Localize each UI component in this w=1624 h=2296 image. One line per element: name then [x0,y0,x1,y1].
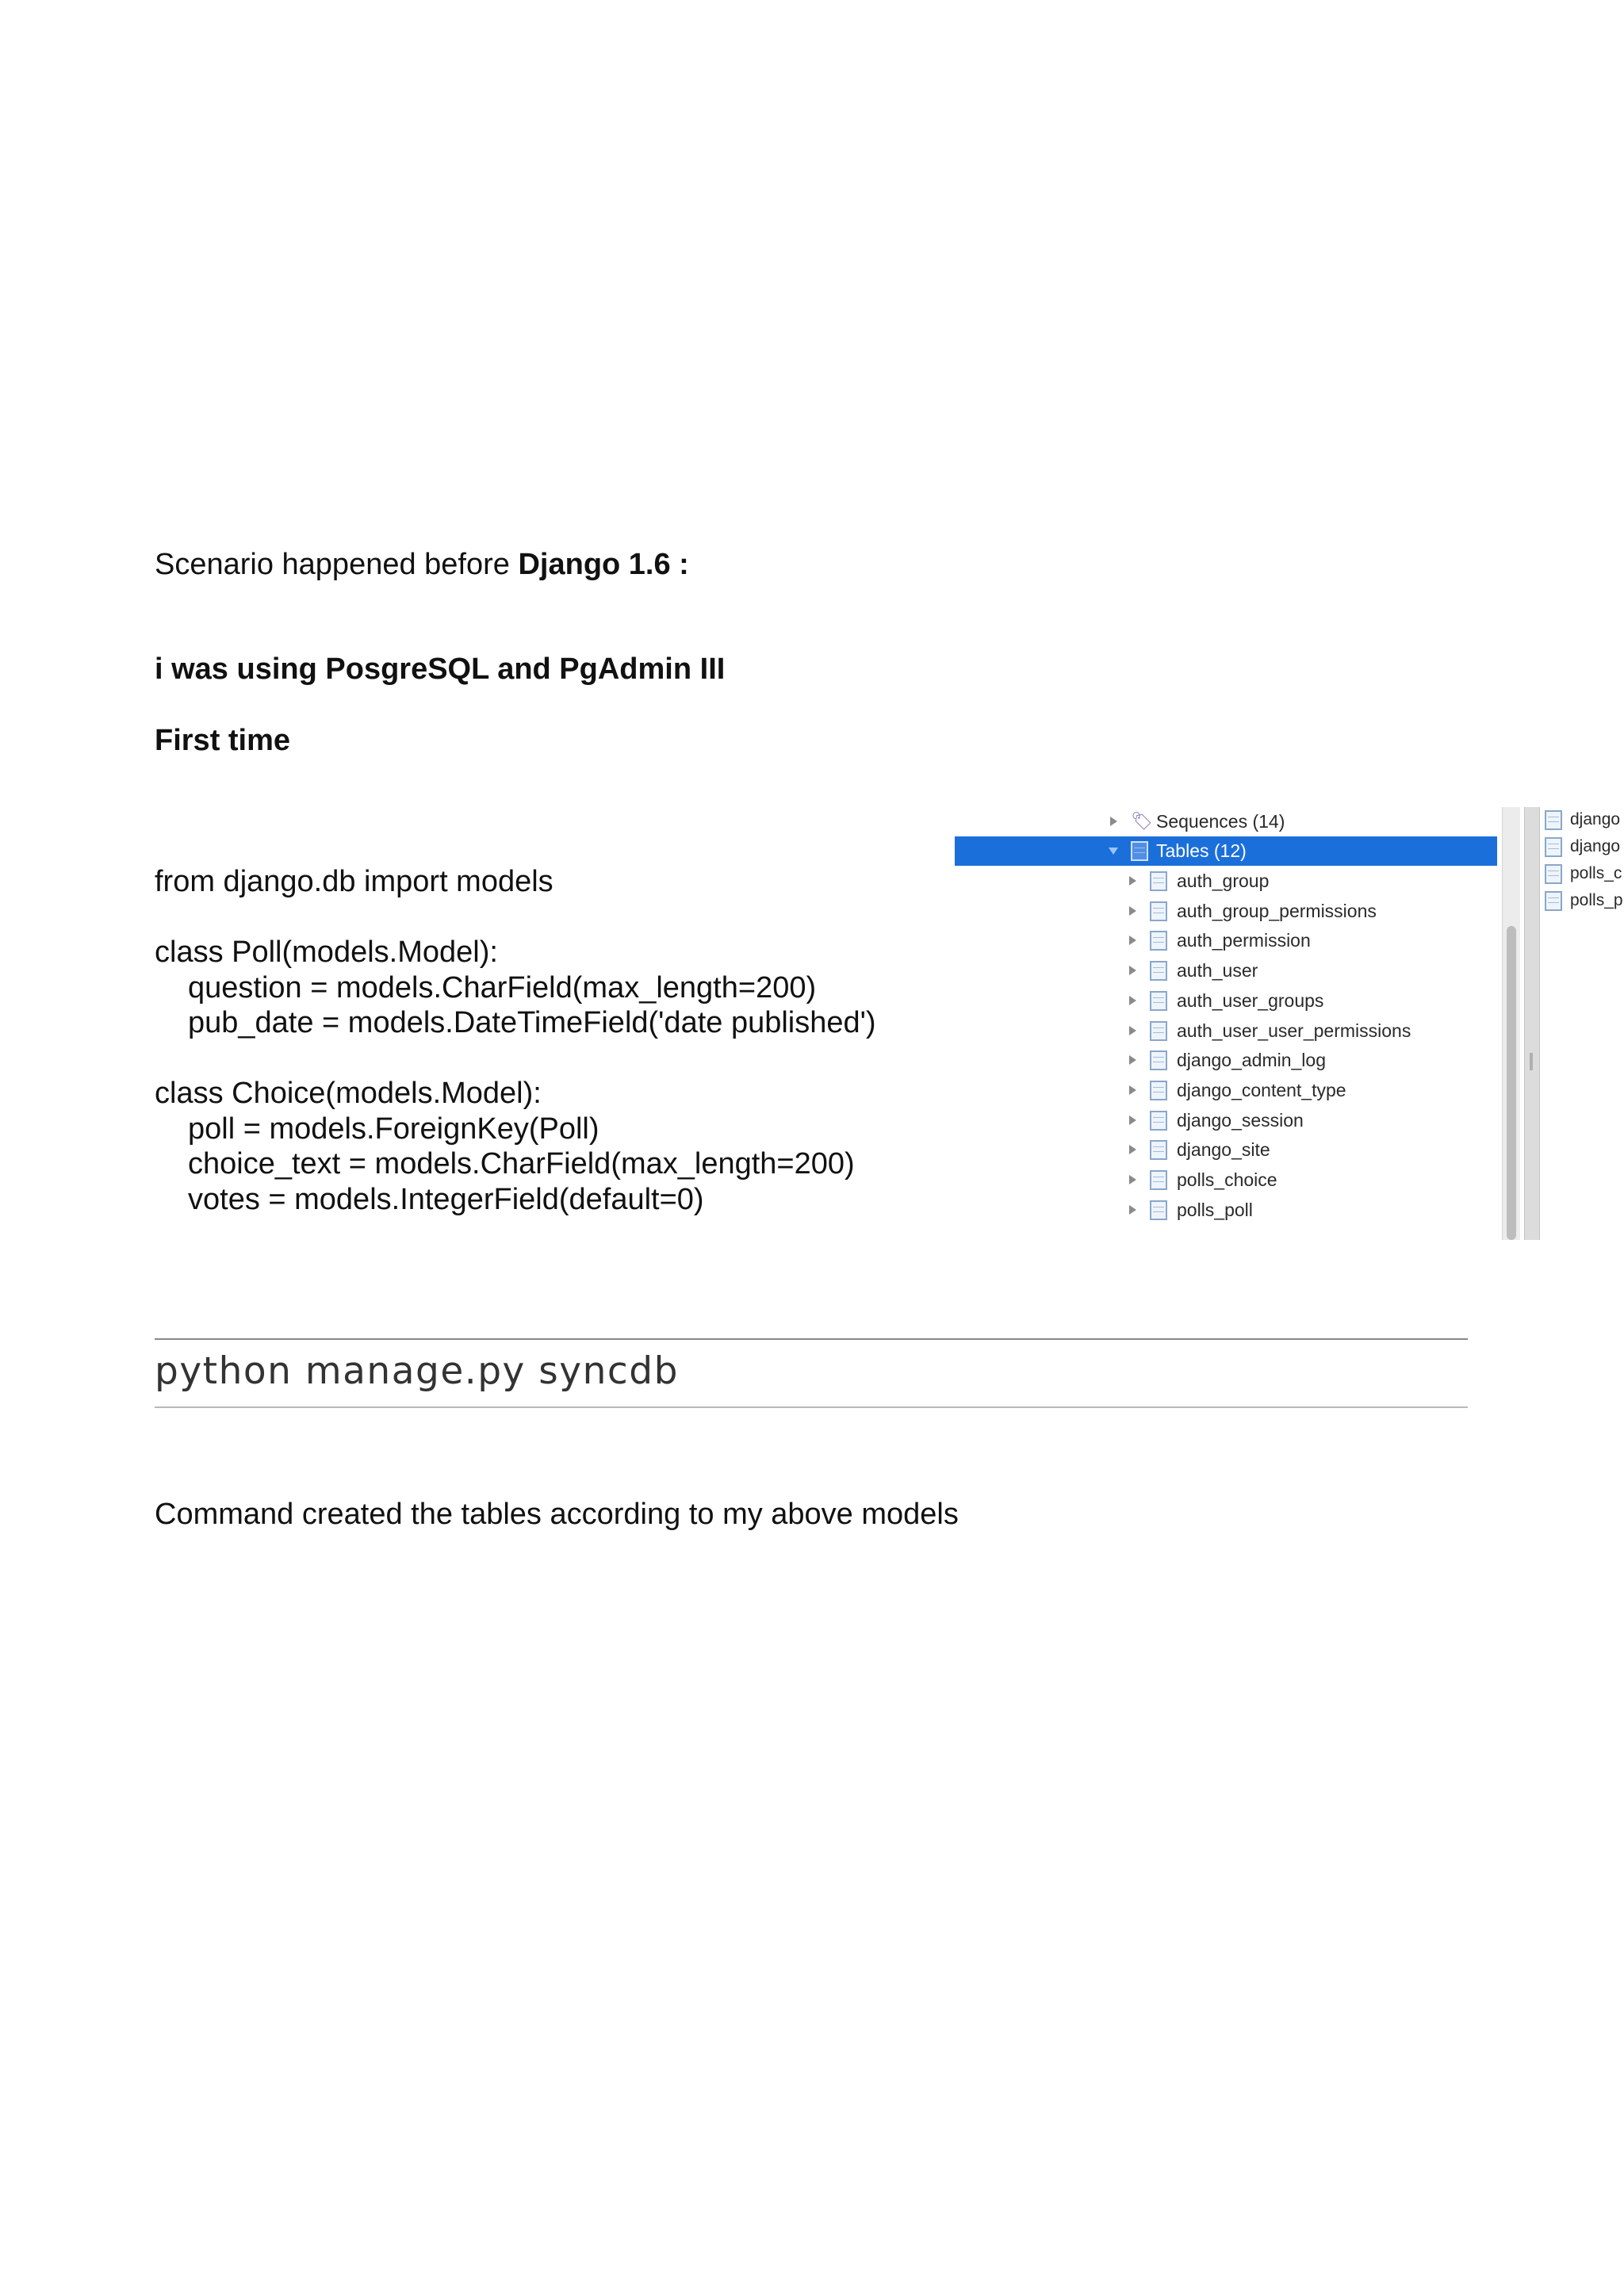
command-text: python manage.py syncdb [155,1349,679,1393]
intro-paragraph [155,547,689,582]
code-line: pub_date = models.DateTimeField('date published') [188,1006,876,1039]
triangle-right-icon[interactable] [1129,996,1136,1005]
triangle-right-icon[interactable] [1129,966,1136,975]
code-block [155,864,876,1217]
triangle-right-icon[interactable] [1129,876,1136,886]
table-icon [1150,1021,1167,1041]
tree-row-tables[interactable] [955,836,1497,866]
code-blank-line [155,1041,876,1077]
tree-row-table[interactable] [955,1196,1497,1225]
pane-divider[interactable] [1524,807,1540,1240]
tree-row-table[interactable] [955,1106,1497,1135]
tree-label: auth_user [1177,960,1258,982]
heading-database: i was using PosgreSQL and PgAdmin III [155,652,726,686]
tree-label: Sequences (14) [1156,811,1285,832]
tree-row-table[interactable] [955,1016,1497,1046]
tree-label: auth_group [1177,871,1270,891]
tree-label: auth_user_groups [1177,989,1324,1011]
table-icon [1150,1050,1167,1070]
tree-row-table[interactable] [955,956,1497,985]
intro-prefix: Scenario happened before [155,548,519,581]
result-paragraph: Command created the tables according to my above models [155,1498,959,1531]
command-block [155,1338,1468,1408]
triangle-right-icon[interactable] [1129,1115,1136,1125]
table-icon [1150,931,1167,951]
table-icon [1545,837,1562,857]
tree-label: django_admin_log [1177,1050,1326,1071]
triangle-right-icon[interactable] [1129,1026,1136,1035]
triangle-right-icon[interactable] [1129,1055,1136,1065]
code-line: class Poll(models.Model): [155,936,498,969]
code-blank-line [155,900,876,936]
tree-label: auth_user_user_permissions [1177,1020,1411,1041]
tree-label: django_site [1177,1139,1270,1161]
triangle-right-icon[interactable] [1129,1175,1136,1184]
table-icon [1131,841,1148,861]
right-panel-label: polls_c [1570,864,1622,882]
tree-row-sequences[interactable] [955,807,1497,836]
table-icon [1150,1200,1167,1220]
tree-label: django_content_type [1177,1079,1346,1100]
code-line: class Choice(models.Model): [155,1077,542,1110]
intro-version: Django 1.6 : [518,548,689,581]
tree-label: auth_permission [1177,930,1311,951]
scrollbar-thumb[interactable] [1507,926,1516,1240]
code-line: votes = models.IntegerField(default=0) [188,1182,704,1216]
heading-first-time: First time [155,724,291,757]
code-line: choice_text = models.CharField(max_length=200) [188,1147,855,1181]
code-line: from django.db import models [155,865,553,898]
divider-grip-icon [1530,1053,1533,1070]
table-icon [1150,1081,1167,1100]
triangle-right-icon[interactable] [1129,1085,1136,1095]
table-icon [1150,901,1167,921]
table-icon [1150,1140,1167,1160]
tree-label: polls_poll [1177,1199,1253,1220]
tree-row-table[interactable] [955,1076,1497,1105]
table-icon [1150,991,1167,1011]
tree-label: Tables (12) [1156,840,1247,861]
table-icon [1150,961,1167,981]
tree-label: auth_group_permissions [1177,900,1377,921]
triangle-right-icon[interactable] [1129,1205,1136,1215]
triangle-right-icon[interactable] [1129,936,1136,945]
triangle-right-icon[interactable] [1129,906,1136,916]
right-panel-label: django [1570,810,1621,828]
tree-row-table[interactable] [955,1046,1497,1075]
table-icon [1150,1111,1167,1131]
tree-row-table[interactable] [955,986,1497,1016]
table-icon [1150,871,1167,891]
tree-row-table[interactable] [955,1165,1497,1195]
table-icon [1545,810,1562,830]
code-line: poll = models.ForeignKey(Poll) [188,1112,599,1146]
triangle-right-icon[interactable] [1129,1145,1136,1154]
tree-row-table[interactable] [955,867,1497,896]
right-panel-label: polls_p [1570,891,1623,909]
pgadmin-tree-screenshot [955,807,1624,1240]
tree-row-table[interactable] [955,897,1497,926]
table-icon [1545,891,1562,911]
right-panel-label: django [1570,837,1621,855]
table-icon [1150,1170,1167,1190]
tree-label: django_session [1177,1109,1304,1131]
table-icon [1545,864,1562,884]
tree-row-table[interactable] [955,1135,1497,1165]
triangle-right-icon[interactable] [1110,817,1117,826]
code-line: question = models.CharField(max_length=200) [188,970,817,1004]
tree-row-table[interactable] [955,926,1497,955]
triangle-down-icon[interactable] [1109,848,1118,855]
tree-label: polls_choice [1177,1169,1277,1190]
tag-icon: 🏷 [1131,811,1153,831]
